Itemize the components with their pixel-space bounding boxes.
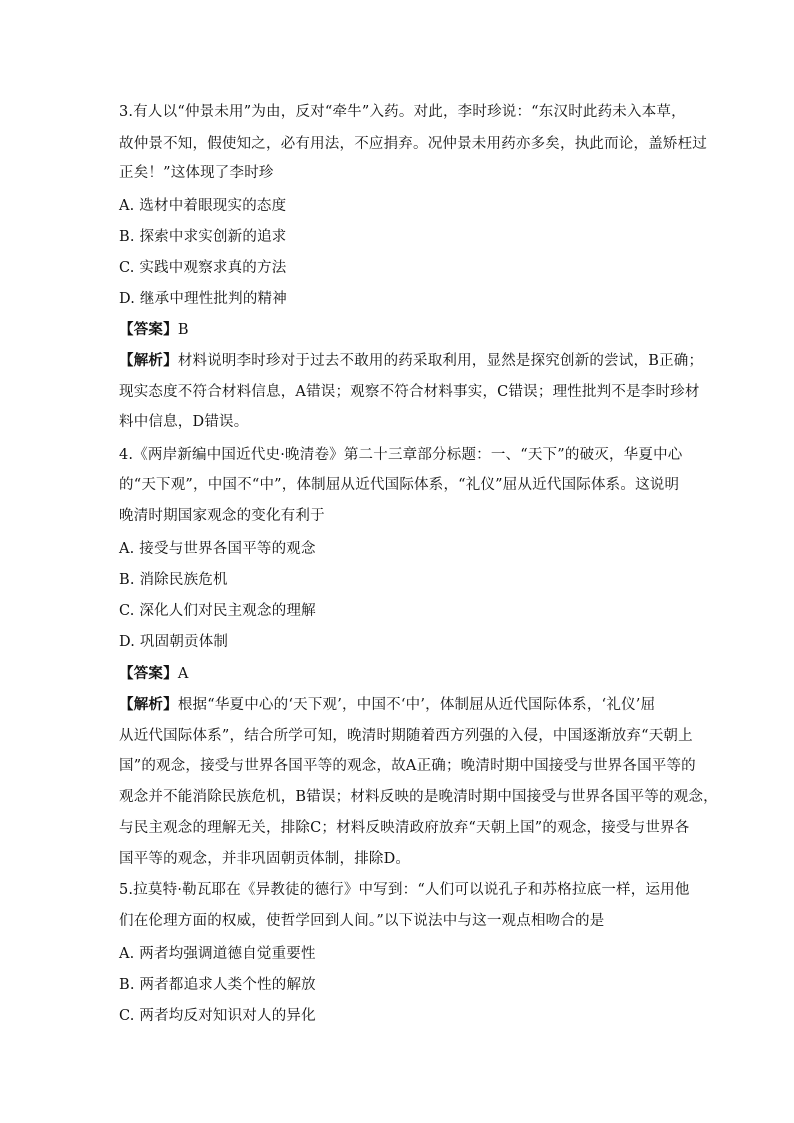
answer-label: 【答案】 — [119, 321, 178, 338]
q5-stem-line: 们在伦理方面的权威，使哲学回到人间。”以下说法中与这一观点相吻合的是 — [119, 913, 605, 929]
analysis-text: 材料说明李时珍对于过去不敢用的药采取利用，显然是探究创新的尝试，B正确； — [177, 353, 704, 369]
q4-analysis-line: 国”的观念，接受与世界各国平等的观念，故A正确；晚清时期中国接受与世界各国平等的 — [119, 758, 696, 774]
q4-analysis-line: 与民主观念的理解无关，排除C；材料反映清政府放弃“天朝上国”的观念，接受与世界各 — [119, 820, 690, 836]
q3-stem-line: 正矣！”这体现了李时珍 — [119, 165, 274, 181]
q3-answer — [119, 320, 679, 340]
q4-stem-line: 晚清时期国家观念的变化有利于 — [119, 508, 325, 524]
q4-option-d: D. 巩固朝贡体制 — [119, 634, 229, 650]
answer-value: A — [177, 666, 189, 682]
q3-option-d: D. 继承中理性批判的精神 — [119, 291, 287, 307]
q4-option-a: A. 接受与世界各国平等的观念 — [119, 541, 316, 557]
q4-answer — [119, 664, 679, 684]
q3-analysis-line: 料中信息，D错误。 — [119, 414, 249, 430]
q4-option-b: B. 消除民族危机 — [119, 572, 228, 588]
q3-option-a: A. 选材中着眼现实的态度 — [119, 198, 287, 214]
q5-stem-line: 5.拉莫特·勒瓦耶在《异教徒的德行》中写到：“人们可以说孔子和苏格拉底一样，运用他 — [119, 882, 690, 898]
analysis-label: 【解析】 — [119, 352, 178, 369]
q4-stem-line: 的“天下观”，中国不“中”，体制屈从近代国际体系，“礼仪”屈从近代国际体系。这说明 — [119, 477, 680, 493]
q3-stem-line: 3.有人以“仲景未用”为由，反对“牵牛”入药。对此，李时珍说：“东汉时此药未入本草， — [119, 104, 686, 120]
answer-value: B — [177, 322, 189, 338]
analysis-text: 根据“华夏中心的‘天下观’，中国不‘中’，体制屈从近代国际体系，‘礼仪’屈 — [177, 697, 656, 713]
q3-analysis-line — [119, 351, 704, 371]
q5-option-b: B. 两者都追求人类个性的解放 — [119, 977, 316, 993]
answer-label: 【答案】 — [119, 665, 178, 682]
q4-analysis-line: 从近代国际体系”，结合所学可知，晚清时期随着西方列强的入侵，中国逐渐放弃“天朝上 — [119, 728, 693, 744]
q3-stem-line: 故仲景不知，假使知之，必有用法，不应捐弃。况仲景未用药亦多矣，执此而论，盖矫枉过 — [119, 136, 707, 152]
q4-analysis-line — [119, 695, 679, 715]
q3-option-b: B. 探索中求实创新的追求 — [119, 229, 287, 245]
q5-option-a: A. 两者均强调道德自觉重要性 — [119, 946, 316, 962]
q4-analysis-line: 观念并不能消除民族危机，B错误；材料反映的是晚清时期中国接受与世界各国平等的观念， — [119, 789, 718, 805]
q5-option-c: C. 两者均反对知识对人的异化 — [119, 1008, 316, 1024]
q4-stem-line: 4.《两岸新编中国近代史·晚清卷》第二十三章部分标题：一、“天下”的破灭，华夏中心 — [119, 447, 683, 463]
q4-analysis-line: 国平等的观念，并非巩固朝贡体制，排除D。 — [119, 851, 411, 867]
q3-analysis-line: 现实态度不符合材料信息，A错误；观察不符合材料事实，C错误；理性批判不是李时珍材 — [119, 384, 700, 400]
q4-option-c: C. 深化人们对民主观念的理解 — [119, 603, 316, 619]
q3-option-c: C. 实践中观察求真的方法 — [119, 260, 287, 276]
analysis-label: 【解析】 — [119, 696, 178, 713]
